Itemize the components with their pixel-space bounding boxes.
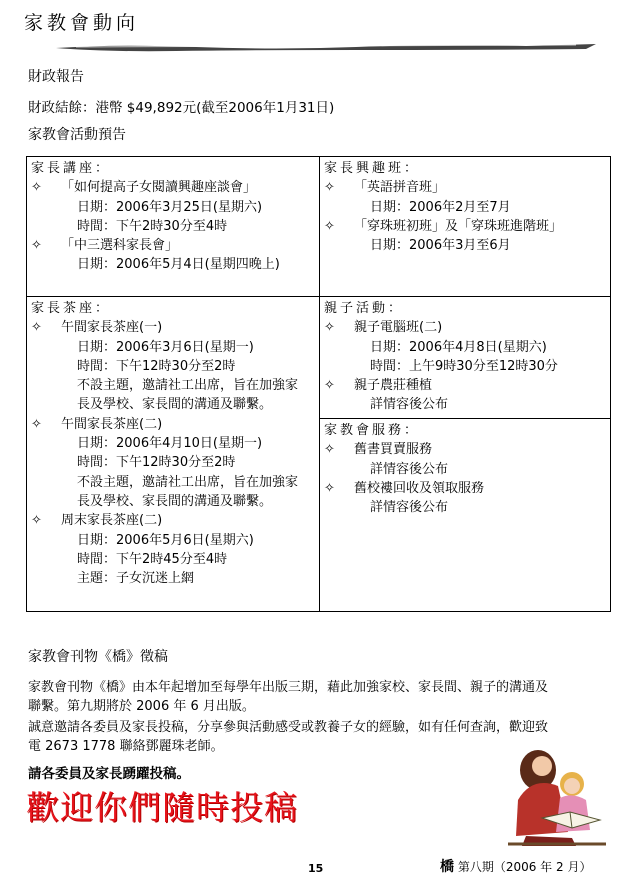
diamond-bullet-icon: ✧ <box>324 218 335 234</box>
activity-item <box>324 318 606 337</box>
family-title: 親子活動： <box>324 301 405 316</box>
interest-title: 家長興趣班： <box>324 161 421 176</box>
activity-detail: 日期：2006年5月4日(星期四晚上) <box>77 257 280 273</box>
section-header-title: 家教會動向 <box>24 12 140 34</box>
activity-name: 「中三選科家長會」 <box>61 238 179 254</box>
call-paragraph-1 <box>28 678 618 716</box>
call-p2-line1: 誠意邀請各委員及家長投稿，分享參與活動感受或教養子女的經驗，如有任何查詢，歡迎致 <box>28 720 549 735</box>
lectures-list <box>31 178 315 274</box>
activity-detail: 不設主題，邀請社工出席，旨在加強家 <box>77 378 299 394</box>
activity-item <box>324 440 606 459</box>
activity-detail: 日期：2006年4月8日(星期六) <box>370 339 547 355</box>
activity-name: 午間家長茶座(二) <box>61 416 163 432</box>
activity-item <box>31 178 315 197</box>
call-heading: 家教會刊物《橋》徵稿 <box>28 649 168 665</box>
family-list <box>324 318 606 414</box>
activity-detail: 日期：2006年3月至6月 <box>370 238 511 254</box>
activity-item <box>324 376 606 395</box>
welcome-banner: 歡迎你們隨時投稿 <box>26 788 298 827</box>
activity-item <box>31 318 315 337</box>
activity-item <box>324 217 606 236</box>
diamond-bullet-icon: ✧ <box>324 320 335 336</box>
activity-detail: 主題：子女沉迷上網 <box>77 571 195 587</box>
diamond-bullet-icon: ✧ <box>31 416 42 432</box>
finance-balance: 財政結餘：港幣 $49,892元(截至2006年1月31日) <box>28 100 335 116</box>
activity-detail: 時間：下午12時30分至2時 <box>77 358 236 374</box>
tea-list <box>31 318 315 588</box>
activity-detail: 時間：上午9時30分至12時30分 <box>370 358 558 374</box>
activity-name: 「如何提高子女閱讀興趣座談會」 <box>61 180 257 196</box>
activity-detail: 日期：2006年2月至7月 <box>370 199 511 215</box>
activity-item <box>31 236 315 255</box>
call-p1-line1: 家教會刊物《橋》由本年起增加至每學年出版三期，藉此加強家校、家長間、親子的溝通及 <box>28 680 549 695</box>
activity-detail: 長及學校、家長間的溝通及聯繫。 <box>77 493 273 509</box>
service-list <box>324 440 606 517</box>
diamond-bullet-icon: ✧ <box>324 180 335 196</box>
activity-name: 親子農莊種植 <box>354 378 433 394</box>
activity-detail: 詳情容後公布 <box>370 397 449 413</box>
activity-name: 舊校褸回收及領取服務 <box>354 480 485 496</box>
service-title: 家教會服務： <box>324 423 421 438</box>
activity-name: 周末家長茶座(二) <box>61 513 163 529</box>
activity-name: 舊書買賣服務 <box>354 442 433 458</box>
header-brush-rule <box>56 38 596 56</box>
diamond-bullet-icon: ✧ <box>31 513 42 529</box>
activity-detail: 時間：下午2時45分至4時 <box>77 551 228 567</box>
activity-name: 午間家長茶座(一) <box>61 320 163 336</box>
call-p2-line2: 電 2673 1778 聯絡鄧麗珠老師。 <box>28 739 224 754</box>
service-box <box>320 419 611 612</box>
activity-item <box>31 511 315 530</box>
activity-item <box>31 415 315 434</box>
tea-box <box>27 297 320 612</box>
activity-detail: 日期：2006年3月6日(星期一) <box>77 339 254 355</box>
activity-detail: 詳情容後公布 <box>370 461 449 477</box>
diamond-bullet-icon: ✧ <box>31 238 42 254</box>
activity-name: 「英語拼音班」 <box>354 180 446 196</box>
family-box <box>320 297 611 419</box>
activity-name: 「穿珠班初班」及「穿珠班進階班」 <box>354 218 563 234</box>
activity-detail: 時間：下午12時30分至2時 <box>77 455 236 471</box>
interest-box <box>320 157 611 297</box>
lectures-box <box>27 157 320 297</box>
activity-detail: 日期：2006年3月25日(星期六) <box>77 199 263 215</box>
preview-heading: 家教會活動預告 <box>28 127 126 143</box>
footer-magazine-name: 橋 <box>440 859 454 875</box>
diamond-bullet-icon: ✧ <box>324 480 335 496</box>
activity-detail: 不設主題，邀請社工出席，旨在加強家 <box>77 474 299 490</box>
diamond-bullet-icon: ✧ <box>324 442 335 458</box>
diamond-bullet-icon: ✧ <box>31 180 42 196</box>
page-number: 15 <box>308 862 324 875</box>
activity-detail: 時間：下午2時30分至4時 <box>77 218 228 234</box>
mother-child-reading-illustration <box>502 740 614 850</box>
activity-detail: 日期：2006年4月10日(星期一) <box>77 436 263 452</box>
activity-item <box>324 479 606 498</box>
interest-list <box>324 178 606 255</box>
diamond-bullet-icon: ✧ <box>31 320 42 336</box>
footer-issue <box>440 856 591 876</box>
tea-title: 家長茶座： <box>31 301 112 316</box>
footer-issue-text: 第八期（2006 年 2 月） <box>457 860 592 874</box>
call-p1-line2: 聯繫。第九期將於 2006 年 6 月出版。 <box>28 699 255 714</box>
activity-name: 親子電腦班(二) <box>354 320 443 336</box>
call-bold-line: 請各委員及家長踴躍投稿。 <box>28 766 190 782</box>
lectures-title: 家長講座： <box>31 161 112 176</box>
finance-heading: 財政報告 <box>28 69 84 85</box>
activities-table <box>26 156 611 612</box>
activity-detail: 長及學校、家長間的溝通及聯繫。 <box>77 397 273 413</box>
activity-detail: 日期：2006年5月6日(星期六) <box>77 532 254 548</box>
diamond-bullet-icon: ✧ <box>324 378 335 394</box>
activity-detail: 詳情容後公布 <box>370 500 449 516</box>
activity-item <box>324 178 606 197</box>
